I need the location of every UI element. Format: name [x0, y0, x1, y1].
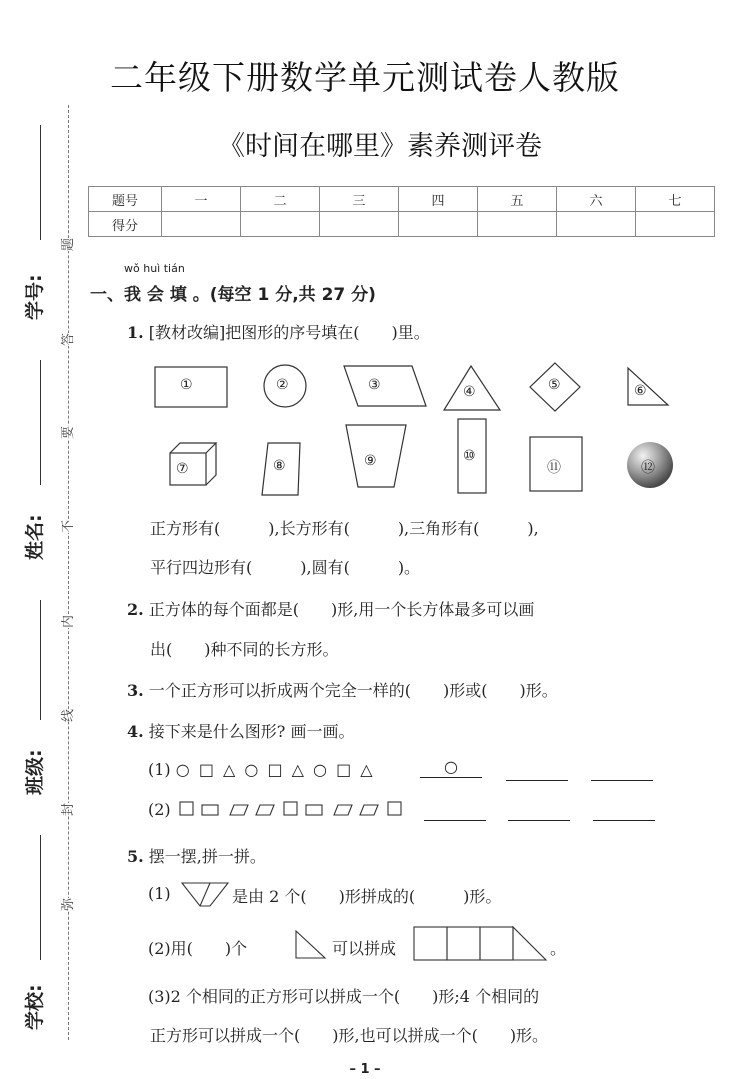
shape-label: ⑥ — [634, 383, 647, 399]
square-icon — [180, 802, 193, 815]
q2-line-2[interactable]: 出( )种不同的长方形。 — [150, 640, 339, 659]
section-points: (每空 1 分,共 27 分) — [209, 285, 376, 305]
score-input-cell[interactable] — [399, 212, 478, 237]
score-cell: 七 — [636, 187, 715, 212]
section-pinyin: wǒ huì tián — [124, 262, 185, 275]
seal-char: 答 — [57, 333, 76, 346]
question-text: 接下来是什么图形? 画一画。 — [148, 722, 355, 741]
name-label: 姓名: — [24, 514, 46, 560]
name-line[interactable] — [40, 360, 41, 485]
parallelogram-icon — [360, 805, 378, 815]
answer-blank[interactable] — [591, 780, 653, 781]
school-line[interactable] — [40, 835, 41, 960]
question-2 — [127, 597, 534, 620]
score-cell: 题号 — [89, 187, 162, 212]
shape-label: ⑫ — [641, 460, 655, 476]
score-table — [88, 186, 715, 237]
seal-char: 内 — [57, 615, 76, 628]
composite-figure — [412, 925, 548, 965]
class-line[interactable] — [40, 600, 41, 720]
score-cell: 六 — [557, 187, 636, 212]
parallelogram-icon — [230, 805, 248, 815]
right-triangle-icon — [293, 928, 329, 962]
shape-label: ① — [180, 377, 193, 393]
question-text: 摆一摆,拼一拼。 — [148, 847, 266, 866]
cube-top — [170, 443, 216, 453]
q5-part-2-end: 。 — [550, 939, 567, 958]
shape-label: ⑩ — [463, 448, 476, 464]
answer-blank[interactable] — [506, 780, 568, 781]
question-number: 3. — [127, 681, 144, 700]
q5-part-1-text[interactable]: 是由 2 个( )形拼成的( )形。 — [232, 887, 502, 906]
q4-sequence-2-label: (2) — [148, 800, 171, 819]
answer-blank[interactable] — [593, 820, 655, 821]
question-number: 5. — [127, 847, 144, 866]
q4-sequence-1 — [148, 760, 375, 779]
shape-label: ⑤ — [548, 377, 561, 393]
question-number: 4. — [127, 722, 144, 741]
shape-label: ⑧ — [273, 458, 286, 474]
q5-part-2-text: 可以拼成 — [332, 939, 397, 958]
q5-part-2-label[interactable]: (2)用( )个 — [148, 939, 248, 958]
square-icon — [284, 802, 297, 815]
seal-char: 封 — [57, 803, 76, 816]
page-number: – 1 – — [349, 1062, 381, 1077]
score-input-cell[interactable] — [478, 212, 557, 237]
triangle-icon — [513, 927, 546, 960]
q5-part-3-line-2[interactable]: 正方形可以拼成一个( )形,也可以拼成一个( )形。 — [150, 1026, 549, 1045]
square-icon — [388, 802, 401, 815]
divider-line — [200, 883, 210, 906]
shape-label: ⑪ — [547, 460, 561, 476]
answer-blank[interactable] — [508, 820, 570, 821]
seal-char: 题 — [57, 238, 76, 251]
parallelogram-icon — [334, 805, 352, 815]
q5-part-3-line-1[interactable]: (3)2 个相同的正方形可以拼成一个( )形;4 个相同的 — [148, 987, 540, 1006]
score-input-cell[interactable] — [557, 212, 636, 237]
page-title: 二年级下册数学单元测试卷人教版 — [110, 58, 620, 97]
score-cell: 三 — [320, 187, 399, 212]
two-triangles-figure — [180, 880, 234, 910]
question-text[interactable]: 一个正方形可以折成两个完全一样的( )形或( )形。 — [148, 681, 558, 700]
student-id-line[interactable] — [40, 125, 41, 240]
score-cell: 一 — [162, 187, 241, 212]
school-label: 学校: — [24, 984, 46, 1030]
answer-blank[interactable] — [424, 820, 486, 821]
question-5 — [127, 844, 266, 867]
rectangle-icon — [306, 805, 322, 815]
score-input-cell[interactable] — [320, 212, 399, 237]
answer-blank[interactable]: ○ — [420, 757, 482, 778]
question-number: 2. — [127, 600, 144, 619]
square-icon — [447, 927, 480, 960]
square-icon — [480, 927, 513, 960]
question-3 — [127, 678, 558, 701]
score-input-cell[interactable] — [636, 212, 715, 237]
q4-sequence-2 — [178, 800, 418, 820]
score-input-cell[interactable] — [162, 212, 241, 237]
shape-sequence: ○ □ △ ○ □ △ ○ □ △ — [175, 760, 375, 779]
parallelogram-shape-3 — [344, 366, 426, 406]
shape-label: ⑨ — [364, 453, 377, 469]
shape-label: ② — [276, 377, 289, 393]
page-subtitle: 《时间在哪里》素养测评卷 — [218, 131, 542, 162]
shapes-row-1 — [150, 360, 710, 420]
score-cell: 四 — [399, 187, 478, 212]
score-cell: 五 — [478, 187, 557, 212]
score-table-header-row — [89, 187, 715, 212]
shape-label: ④ — [463, 384, 476, 400]
score-input-cell[interactable] — [241, 212, 320, 237]
seal-char: 弥 — [57, 898, 76, 911]
seal-char: 不 — [57, 520, 76, 533]
question-number: 1. — [127, 323, 144, 342]
shape-label: ⑦ — [176, 461, 189, 477]
section-heading-text: 一、我 会 填 。 — [90, 285, 210, 305]
q1-answer-line-1[interactable]: 正方形有( ),长方形有( ),三角形有( ), — [150, 519, 539, 538]
rectangle-icon — [202, 805, 218, 815]
square-icon — [414, 927, 447, 960]
seal-char: 线 — [57, 709, 76, 722]
shape-label: ③ — [368, 377, 381, 393]
question-text: [教材改编]把图形的序号填在( )里。 — [148, 323, 430, 342]
score-cell: 二 — [241, 187, 320, 212]
q1-answer-line-2[interactable]: 平行四边形有( ),圆有( )。 — [150, 558, 421, 577]
score-table-score-row — [89, 212, 715, 237]
shapes-row-2 — [150, 415, 710, 500]
question-1 — [127, 320, 430, 343]
class-label: 班级: — [24, 749, 46, 795]
parallelogram-icon — [256, 805, 274, 815]
score-row-label: 得分 — [89, 212, 162, 237]
section-heading — [90, 280, 376, 305]
q5-part-1-label: (1) — [148, 884, 171, 903]
student-id-label: 学号: — [24, 274, 46, 320]
cube-side — [206, 443, 216, 485]
seal-char: 要 — [57, 426, 76, 439]
question-4 — [127, 719, 354, 742]
question-text[interactable]: 正方体的每个面都是( )形,用一个长方体最多可以画 — [148, 600, 535, 619]
sequence-label: (1) — [148, 760, 171, 779]
